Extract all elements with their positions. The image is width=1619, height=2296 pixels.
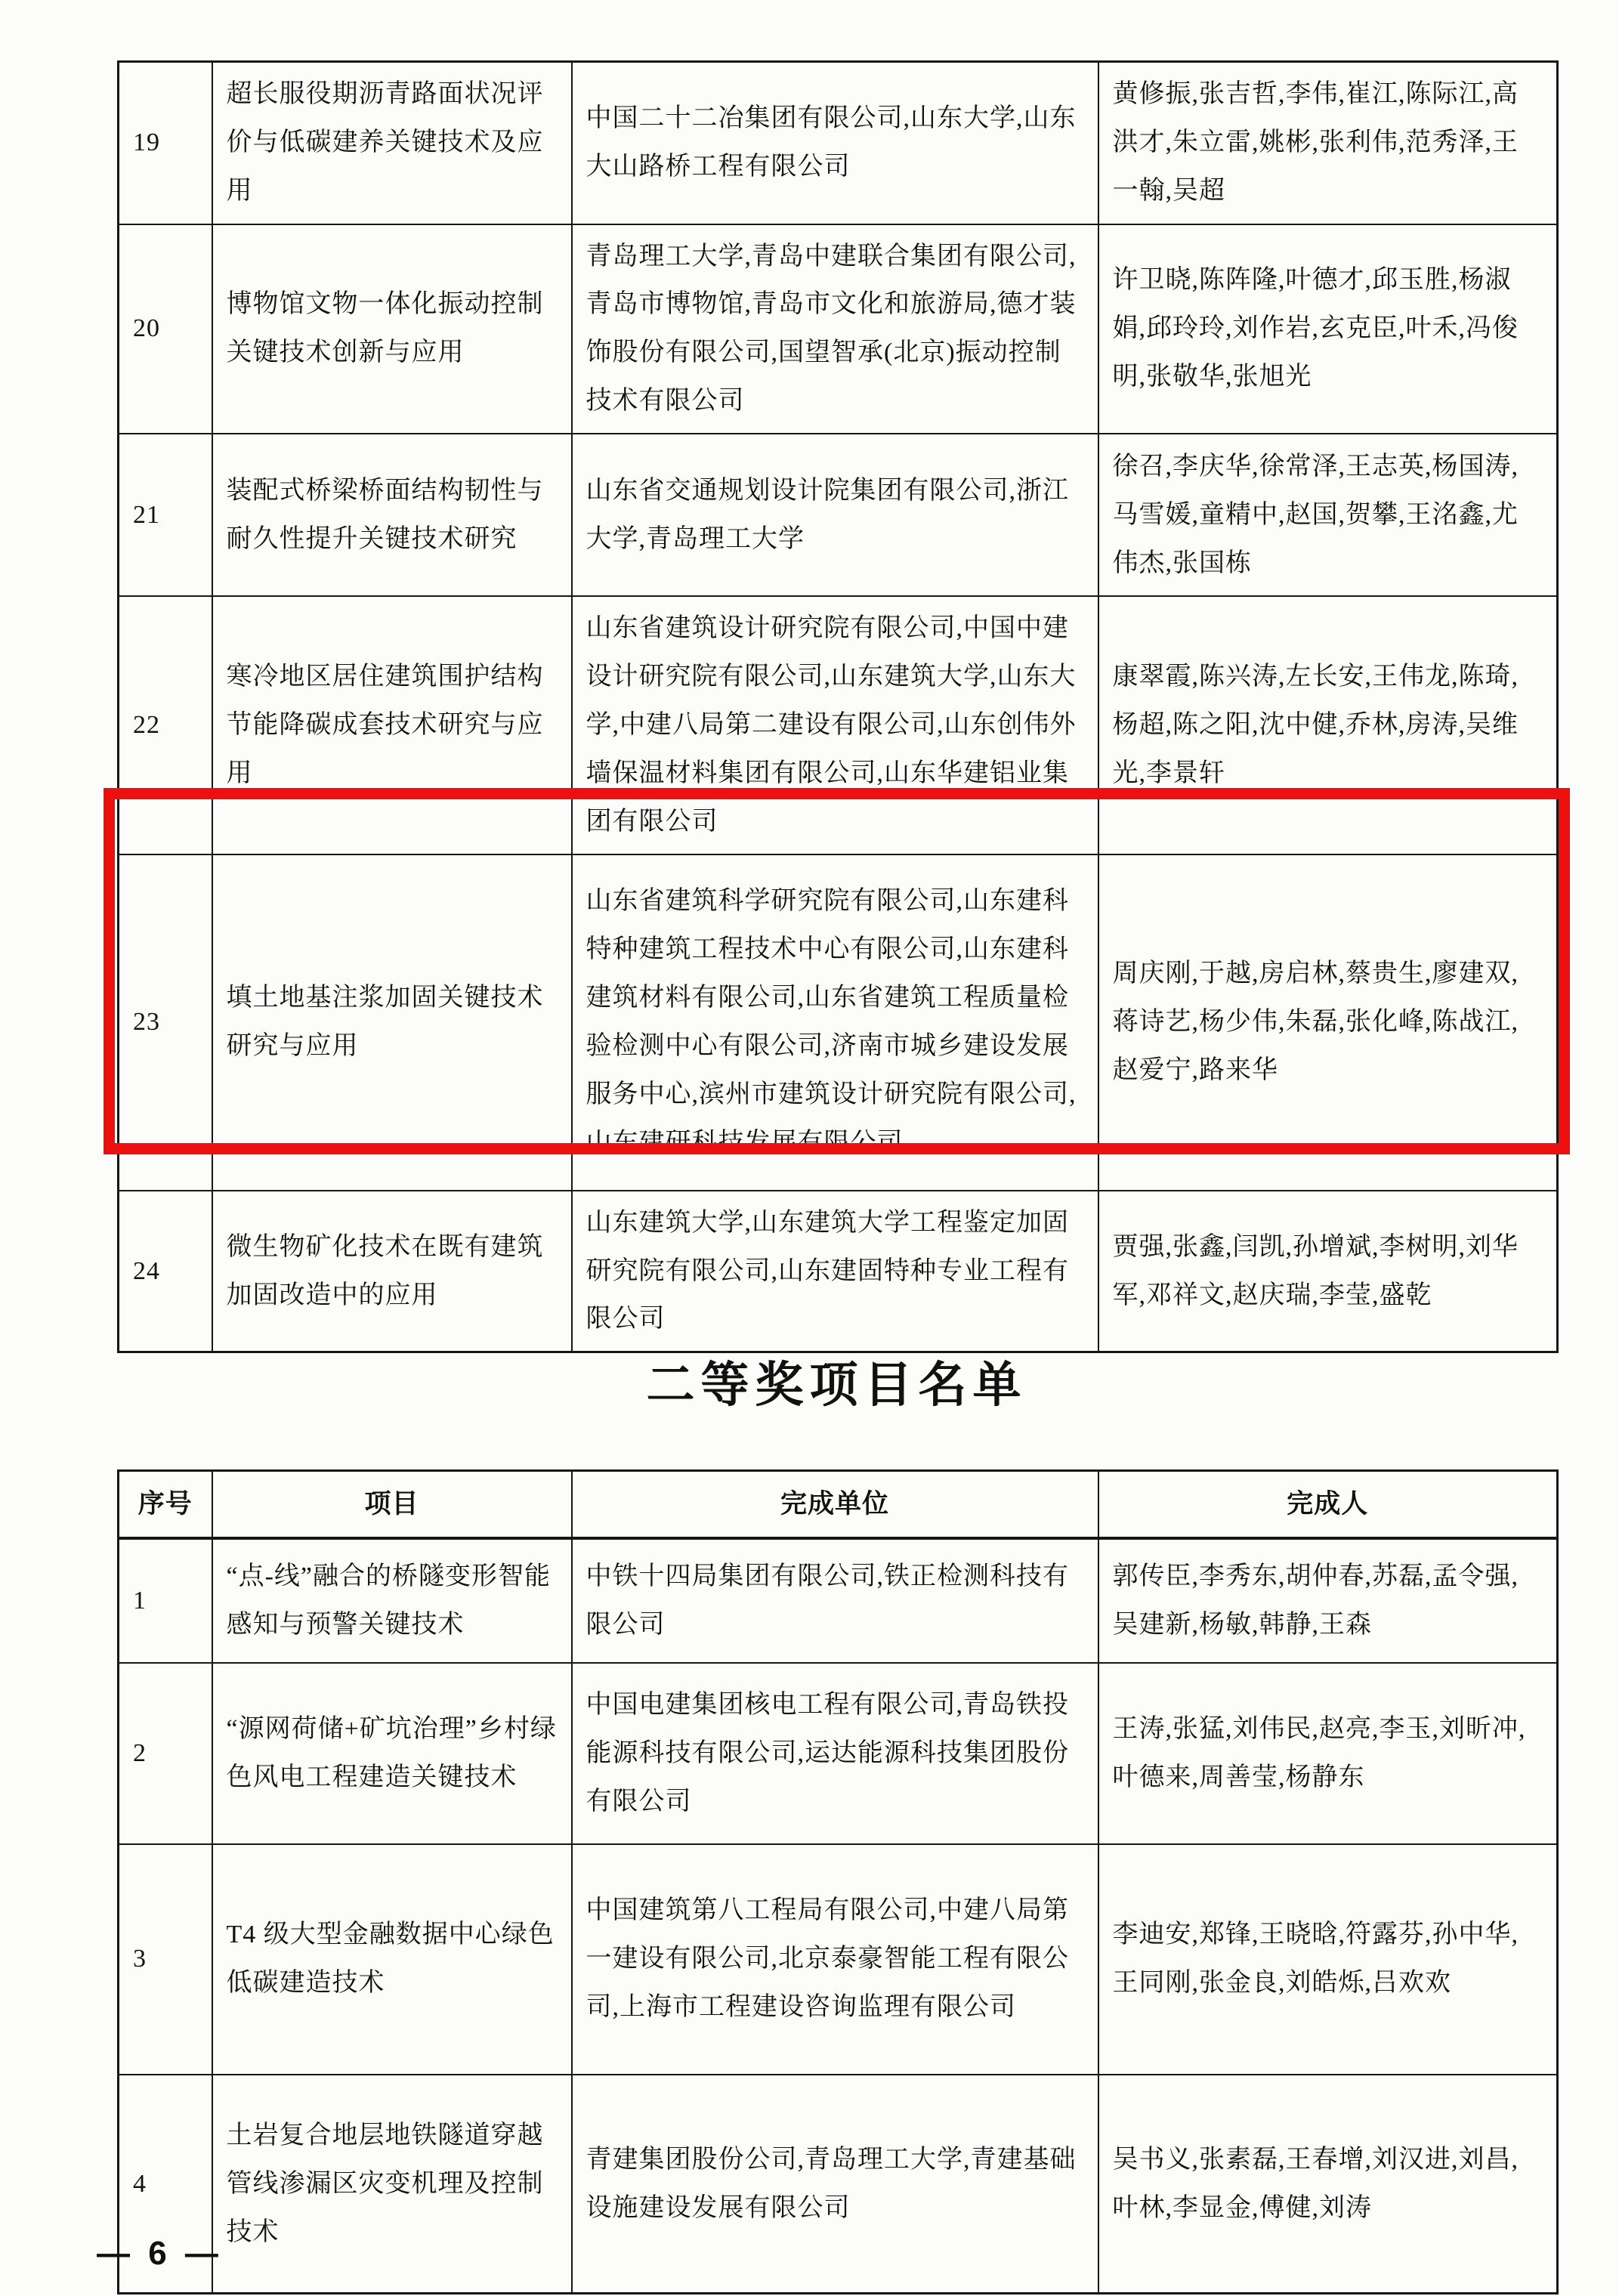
table-row bbox=[119, 224, 1558, 434]
project-cell: 寒冷地区居住建筑围护结构节能降碳成套技术研究与应用 bbox=[212, 596, 572, 854]
row-number: 22 bbox=[119, 596, 212, 854]
row-number: 21 bbox=[119, 434, 212, 596]
header-units: 完成单位 bbox=[572, 1471, 1098, 1538]
table-row bbox=[119, 1191, 1558, 1352]
project-cell: 土岩复合地层地铁隧道穿越管线渗漏区灾变机理及控制技术 bbox=[212, 2075, 572, 2294]
row-number: 1 bbox=[119, 1538, 212, 1663]
row-number: 2 bbox=[119, 1663, 212, 1844]
table-row bbox=[119, 1538, 1558, 1663]
table-row bbox=[119, 1844, 1558, 2075]
first-prize-table bbox=[117, 60, 1559, 1353]
people-cell: 周庆刚,于越,房启林,蔡贵生,廖建双,蒋诗艺,杨少伟,朱磊,张化峰,陈战江,赵爱宁,路来华 bbox=[1098, 854, 1558, 1191]
table-row-highlighted bbox=[119, 854, 1558, 1191]
table-row bbox=[119, 62, 1558, 224]
people-cell: 徐召,李庆华,徐常泽,王志英,杨国涛,马雪媛,童精中,赵国,贺攀,王洺鑫,尤伟杰,张国栋 bbox=[1098, 434, 1558, 596]
people-cell: 李迪安,郑锋,王晓晗,符露芬,孙中华,王同刚,张金良,刘皓烁,吕欢欢 bbox=[1098, 1844, 1558, 2075]
units-cell: 山东建筑大学,山东建筑大学工程鉴定加固研究院有限公司,山东建固特种专业工程有限公司 bbox=[572, 1191, 1098, 1352]
row-number: 20 bbox=[119, 224, 212, 434]
people-cell: 郭传臣,李秀东,胡仲春,苏磊,孟令强,吴建新,杨敏,韩静,王森 bbox=[1098, 1538, 1558, 1663]
units-cell: 中铁十四局集团有限公司,铁正检测科技有限公司 bbox=[572, 1538, 1098, 1663]
header-people: 完成人 bbox=[1098, 1471, 1558, 1538]
people-cell: 许卫晓,陈阵隆,叶德才,邱玉胜,杨淑娟,邱玲玲,刘作岩,玄克臣,叶禾,冯俊明,张敬华,张旭光 bbox=[1098, 224, 1558, 434]
units-cell: 山东省建筑设计研究院有限公司,中国中建设计研究院有限公司,山东建筑大学,山东大学,中建八局第二建设有限公司,山东创伟外墙保温材料集团有限公司,山东华建铝业集团有限公司 bbox=[572, 596, 1098, 854]
people-cell: 吴书义,张素磊,王春增,刘汉进,刘昌,叶林,李显金,傅健,刘涛 bbox=[1098, 2075, 1558, 2294]
project-cell: 装配式桥梁桥面结构韧性与耐久性提升关键技术研究 bbox=[212, 434, 572, 596]
project-cell: 微生物矿化技术在既有建筑加固改造中的应用 bbox=[212, 1191, 572, 1352]
second-prize-table bbox=[117, 1469, 1559, 2294]
table-row bbox=[119, 596, 1558, 854]
people-cell: 康翠霞,陈兴涛,左长安,王伟龙,陈琦,杨超,陈之阳,沈中健,乔林,房涛,吴维光,李景轩 bbox=[1098, 596, 1558, 854]
units-cell: 山东省建筑科学研究院有限公司,山东建科特种建筑工程技术中心有限公司,山东建科建筑材料有限公司,山东省建筑工程质量检验检测中心有限公司,济南市城乡建设发展服务中心,滨州市建筑设计研究院有限公司,山东建研科技发展有限公司 bbox=[572, 854, 1098, 1191]
units-cell: 山东省交通规划设计院集团有限公司,浙江大学,青岛理工大学 bbox=[572, 434, 1098, 596]
row-number: 23 bbox=[119, 854, 212, 1191]
project-cell: 博物馆文物一体化振动控制关键技术创新与应用 bbox=[212, 224, 572, 434]
table-row bbox=[119, 1663, 1558, 1844]
units-cell: 中国二十二冶集团有限公司,山东大学,山东大山路桥工程有限公司 bbox=[572, 62, 1098, 224]
table-row bbox=[119, 434, 1558, 596]
page-number: — 6 — bbox=[97, 2235, 223, 2272]
section-title: 二等奖项目名单 bbox=[646, 1358, 1027, 1412]
project-cell: T4 级大型金融数据中心绿色低碳建造技术 bbox=[212, 1844, 572, 2075]
table-row bbox=[119, 2075, 1558, 2294]
project-cell: “点-线”融合的桥隧变形智能感知与预警关键技术 bbox=[212, 1538, 572, 1663]
row-number: 19 bbox=[119, 62, 212, 224]
header-no: 序号 bbox=[119, 1471, 212, 1538]
units-cell: 中国电建集团核电工程有限公司,青岛铁投能源科技有限公司,运达能源科技集团股份有限公司 bbox=[572, 1663, 1098, 1844]
people-cell: 黄修振,张吉哲,李伟,崔江,陈际江,高洪才,朱立雷,姚彬,张利伟,范秀泽,王一翰,吴超 bbox=[1098, 62, 1558, 224]
project-cell: “源网荷储+矿坑治理”乡村绿色风电工程建造关键技术 bbox=[212, 1663, 572, 1844]
people-cell: 王涛,张猛,刘伟民,赵亮,李玉,刘昕冲,叶德来,周善莹,杨静东 bbox=[1098, 1663, 1558, 1844]
row-number: 4 bbox=[119, 2075, 212, 2294]
people-cell: 贾强,张鑫,闫凯,孙增斌,李树明,刘华军,邓祥文,赵庆瑞,李莹,盛乾 bbox=[1098, 1191, 1558, 1352]
row-number: 3 bbox=[119, 1844, 212, 2075]
project-cell: 超长服役期沥青路面状况评价与低碳建养关键技术及应用 bbox=[212, 62, 572, 224]
header-project: 项目 bbox=[212, 1471, 572, 1538]
units-cell: 青岛理工大学,青岛中建联合集团有限公司,青岛市博物馆,青岛市文化和旅游局,德才装饰股份有限公司,国望智承(北京)振动控制技术有限公司 bbox=[572, 224, 1098, 434]
project-cell: 填土地基注浆加固关键技术研究与应用 bbox=[212, 854, 572, 1191]
units-cell: 青建集团股份公司,青岛理工大学,青建基础设施建设发展有限公司 bbox=[572, 2075, 1098, 2294]
units-cell: 中国建筑第八工程局有限公司,中建八局第一建设有限公司,北京泰豪智能工程有限公司,上海市工程建设咨询监理有限公司 bbox=[572, 1844, 1098, 2075]
table-header-row bbox=[119, 1471, 1558, 1538]
row-number: 24 bbox=[119, 1191, 212, 1352]
